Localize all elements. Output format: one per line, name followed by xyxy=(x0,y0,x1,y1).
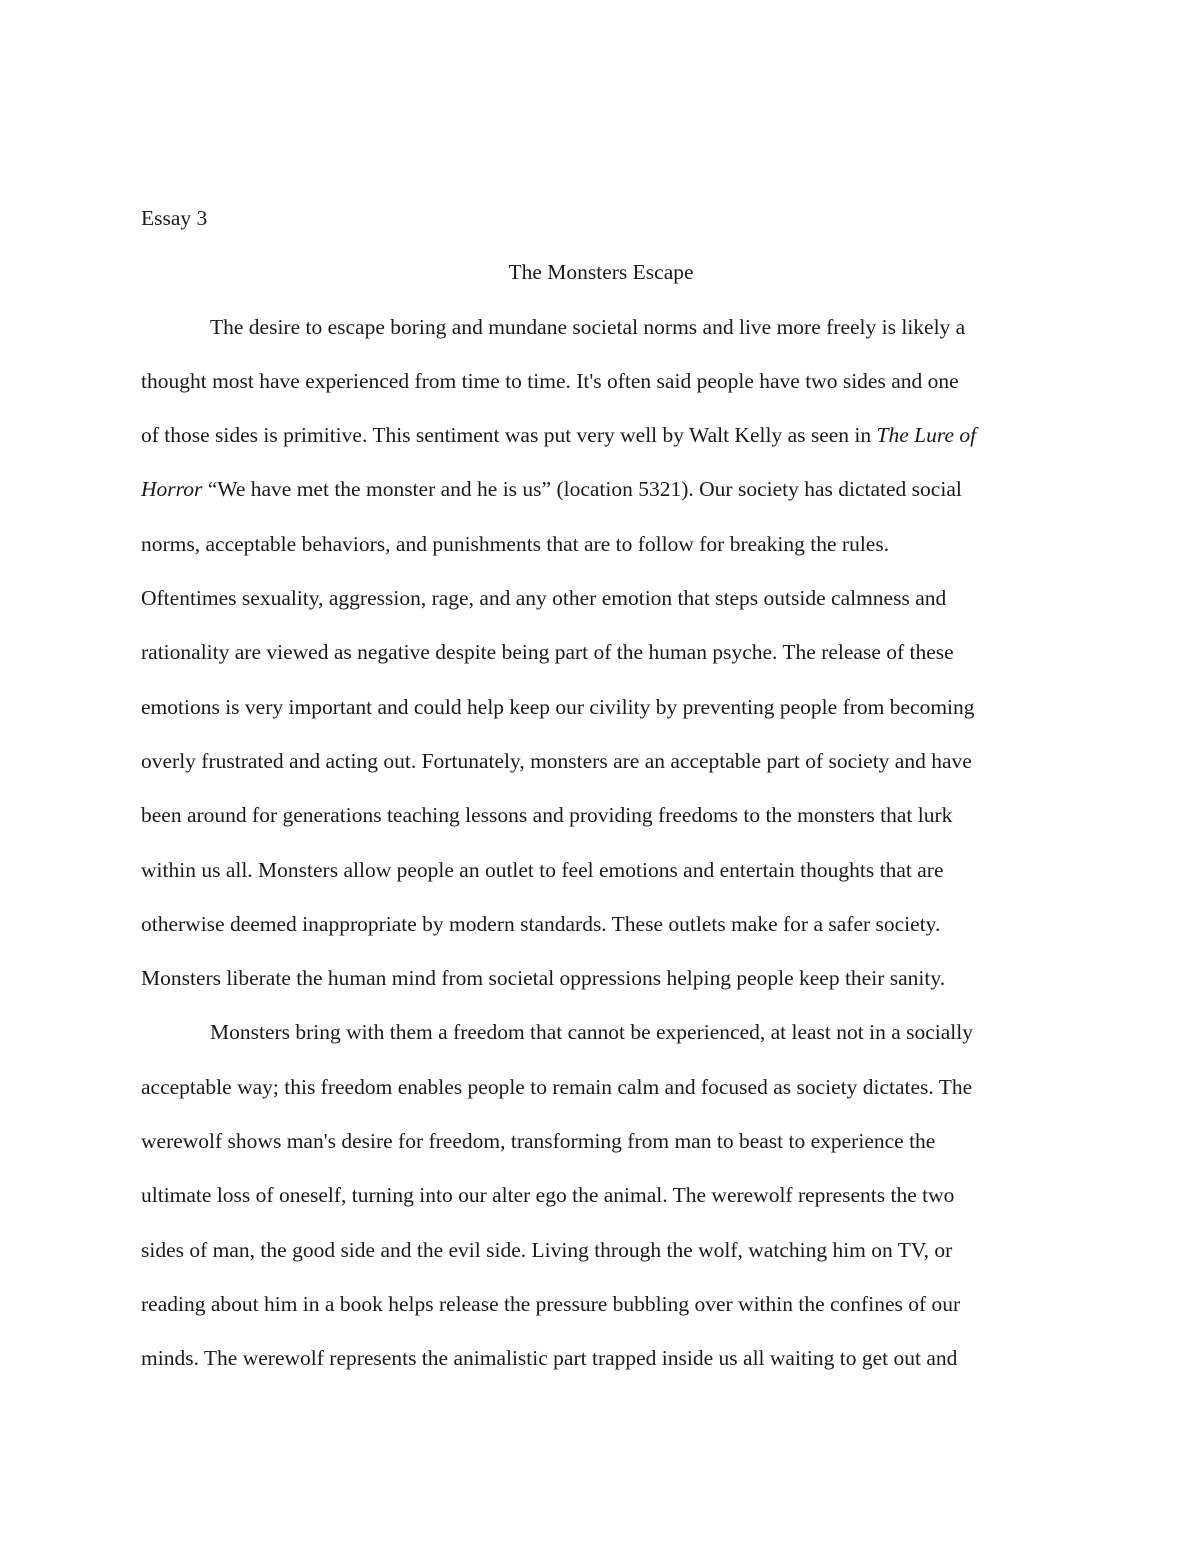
essay-label: Essay 3 xyxy=(141,206,208,230)
text-line xyxy=(141,951,1061,1005)
text-line xyxy=(141,1060,1061,1114)
line-text: been around for generations teaching lessons and providing freedoms to the monsters that lurk xyxy=(141,803,953,828)
line-text: norms, acceptable behaviors, and punishments that are to follow for breaking the rules. xyxy=(141,531,890,556)
text-line xyxy=(141,1277,1061,1331)
text-line xyxy=(141,1223,1061,1277)
text-line xyxy=(141,408,1061,462)
text-line xyxy=(141,1331,1061,1385)
text-line xyxy=(141,897,1061,951)
text-line xyxy=(141,625,1061,679)
text-line xyxy=(141,734,1061,788)
line-text: emotions is very important and could help keep our civility by preventing people from becoming xyxy=(141,694,975,719)
line-text: otherwise deemed inappropriate by modern standards. These outlets make for a safer society. xyxy=(141,911,941,936)
text-line xyxy=(141,354,1061,408)
line-text: thought most have experienced from time to time. It's often said people have two sides and one xyxy=(141,368,959,393)
text-line xyxy=(141,680,1061,734)
line-text: werewolf shows man's desire for freedom, transforming from man to beast to experience the xyxy=(141,1129,936,1154)
text-line xyxy=(141,1005,1061,1059)
line-text: minds. The werewolf represents the animalistic part trapped inside us all waiting to get out and xyxy=(141,1346,958,1371)
line-text: Monsters liberate the human mind from societal oppressions helping people keep their sanity. xyxy=(141,966,946,991)
italic-title-text: The Lure of xyxy=(876,423,977,448)
text-line xyxy=(141,517,1061,571)
line-text: ultimate loss of oneself, turning into our alter ego the animal. The werewolf represents the two xyxy=(141,1183,955,1208)
text-line xyxy=(141,462,1061,516)
line-text: of those sides is primitive. This sentiment was put very well by Walt Kelly as seen in xyxy=(141,423,877,448)
italic-title-text: Horror xyxy=(141,477,203,502)
line-text: Oftentimes sexuality, aggression, rage, and any other emotion that steps outside calmness and xyxy=(141,586,947,611)
line-text: rationality are viewed as negative despite being part of the human psyche. The release of these xyxy=(141,640,954,665)
document-body xyxy=(141,191,1061,1386)
line-text: within us all. Monsters allow people an outlet to feel emotions and entertain thoughts that are xyxy=(141,857,944,882)
line-text: “We have met the monster and he is us” (location 5321). Our society has dictated social xyxy=(202,477,962,502)
line-text: The desire to escape boring and mundane societal norms and live more freely is likely a xyxy=(210,314,966,339)
essay-text xyxy=(141,300,1061,1386)
text-line xyxy=(141,843,1061,897)
text-line xyxy=(141,788,1061,842)
text-line xyxy=(141,571,1061,625)
essay-title: The Monsters Escape xyxy=(508,260,694,285)
line-text: sides of man, the good side and the evil side. Living through the wolf, watching him on TV, or xyxy=(141,1237,953,1262)
line-text: Monsters bring with them a freedom that cannot be experienced, at least not in a socially xyxy=(210,1020,974,1045)
text-line xyxy=(141,300,1061,354)
line-text: overly frustrated and acting out. Fortunately, monsters are an acceptable part of society and have xyxy=(141,748,972,773)
line-text: reading about him in a book helps release the pressure bubbling over within the confines of our xyxy=(141,1291,961,1316)
text-line xyxy=(141,1168,1061,1222)
text-line xyxy=(141,1114,1061,1168)
line-text: acceptable way; this freedom enables people to remain calm and focused as society dictates. The xyxy=(141,1074,973,1099)
